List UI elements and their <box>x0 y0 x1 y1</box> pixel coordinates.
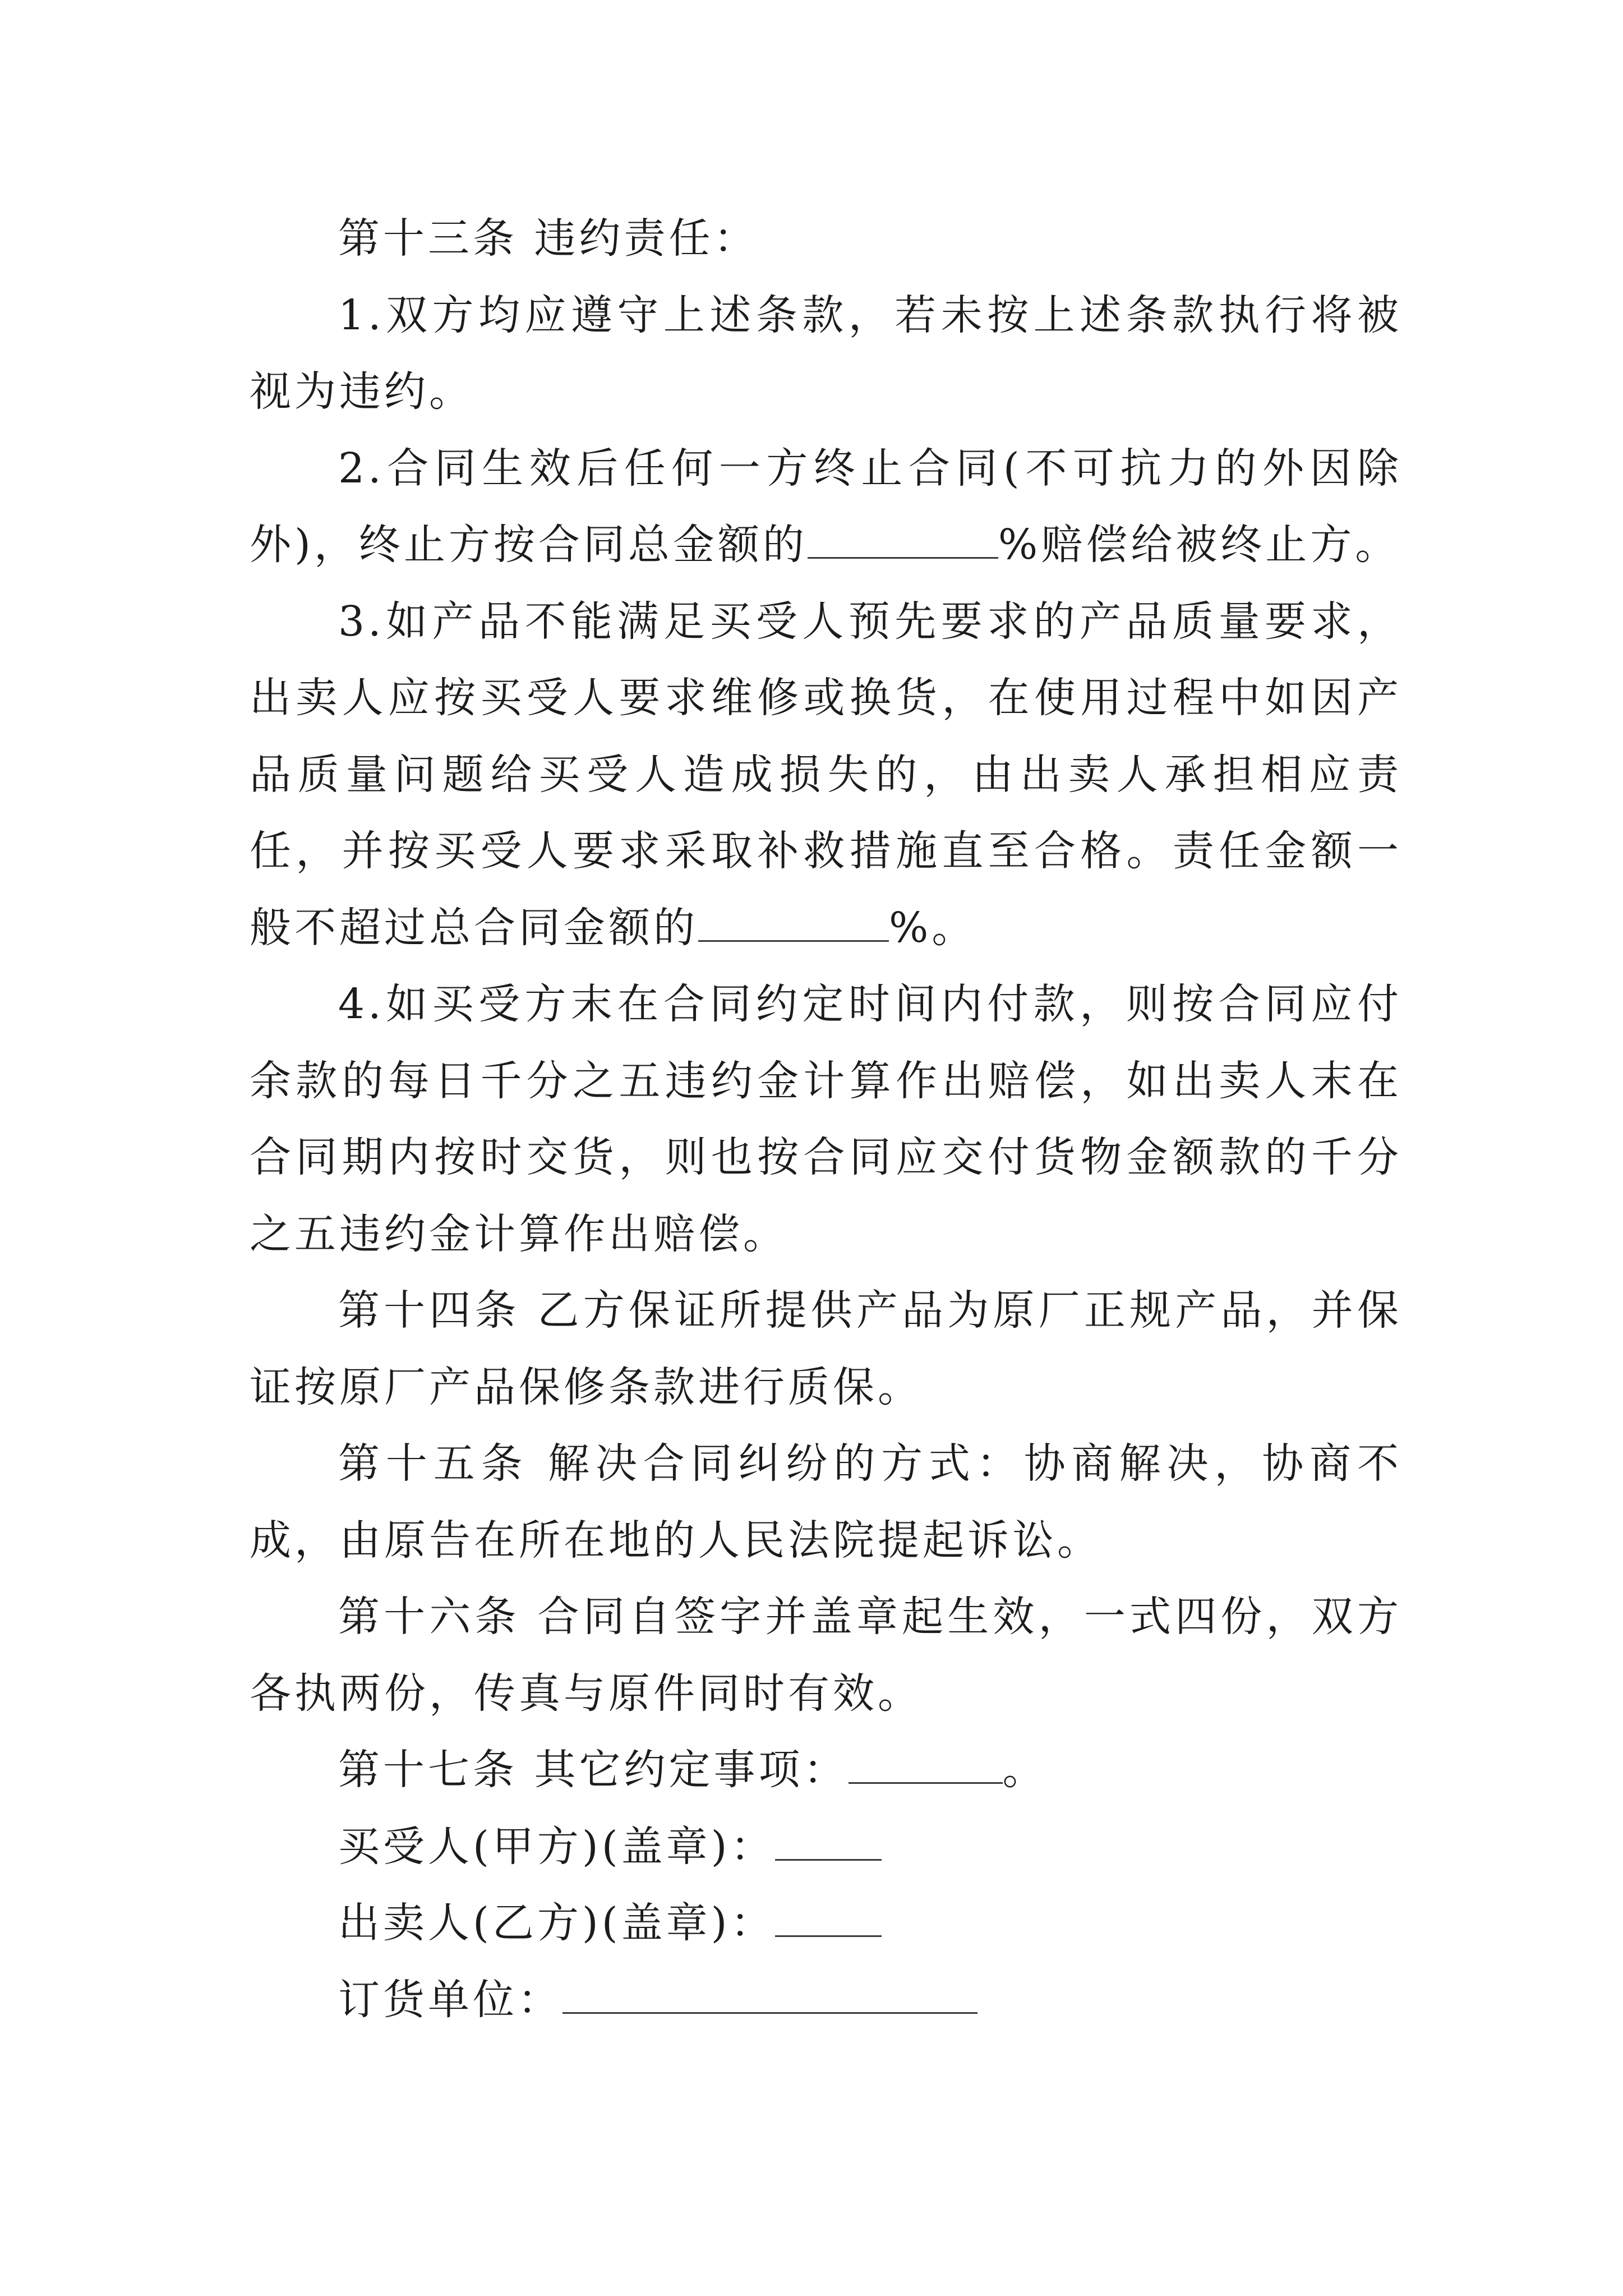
article-13-clause-4: 4.如买受方末在合同约定时间内付款，则按合同应付余款的每日千分之五违约金计算作出赔偿，如出卖人末在合同期内按时交货，则也按合同应交付货物金额款的千分之五违约金计算作出赔偿。 <box>250 980 1402 1258</box>
order-unit-line <box>250 1962 1402 2039</box>
seller-signature-line <box>250 1885 1402 1962</box>
article-13-clause-3 <box>250 583 1402 967</box>
article-17 <box>250 1732 1402 1809</box>
contract-body <box>250 200 1402 2038</box>
buyer-signature-line <box>250 1809 1402 1885</box>
compensation-percent-blank <box>808 523 998 559</box>
liability-percent-blank <box>698 907 889 942</box>
article-14: 第十四条 乙方保证所提供产品为原厂正规产品，并保证按原厂产品保修条款进行质保。 <box>250 1286 1402 1411</box>
buyer-label: 买受人(甲方)(盖章)： <box>338 1822 776 1871</box>
article-16: 第十六条 合同自签字并盖章起生效，一式四份，双方各执两份，传真与原件同时有效。 <box>250 1593 1402 1718</box>
article-13-title: 第十三条 违约责任： <box>338 214 759 263</box>
article-13-clause-2 <box>250 430 1402 583</box>
article-13-clause-1: 1.双方均应遵守上述条款，若未按上述条款执行将被视为违约。 <box>250 291 1402 416</box>
clause-3-suffix: %。 <box>889 903 977 952</box>
buyer-signature-blank <box>775 1825 882 1861</box>
order-unit-label: 订货单位： <box>338 1975 562 2024</box>
clause-3-text: 3.如产品不能满足买受人预先要求的产品质量要求，出卖人应按买受人要求维修或换货，在使用过程中如因产品质量问题给买受人造成损失的，由出卖人承担相应责任，并按买受人要求采取补救措施直至合格。责任金额一般不超过总合同金额的 <box>250 597 1402 952</box>
seller-signature-blank <box>775 1902 882 1937</box>
other-matters-blank <box>849 1749 1003 1784</box>
article-17-suffix: 。 <box>1002 1746 1048 1794</box>
order-unit-blank <box>562 1978 978 2014</box>
article-17-label: 第十七条 其它约定事项： <box>338 1746 849 1794</box>
seller-label: 出卖人(乙方)(盖章)： <box>338 1899 776 1947</box>
article-15: 第十五条 解决合同纠纷的方式：协商解决，协商不成，由原告在所在地的人民法院提起诉讼。 <box>250 1439 1402 1565</box>
clause-2-text: 2.合同生效后任何一方终止合同(不可抗力的外因除外)，终止方按合同总金额的 <box>250 444 1402 569</box>
clause-2-suffix: %赔偿给被终止方。 <box>998 521 1400 569</box>
